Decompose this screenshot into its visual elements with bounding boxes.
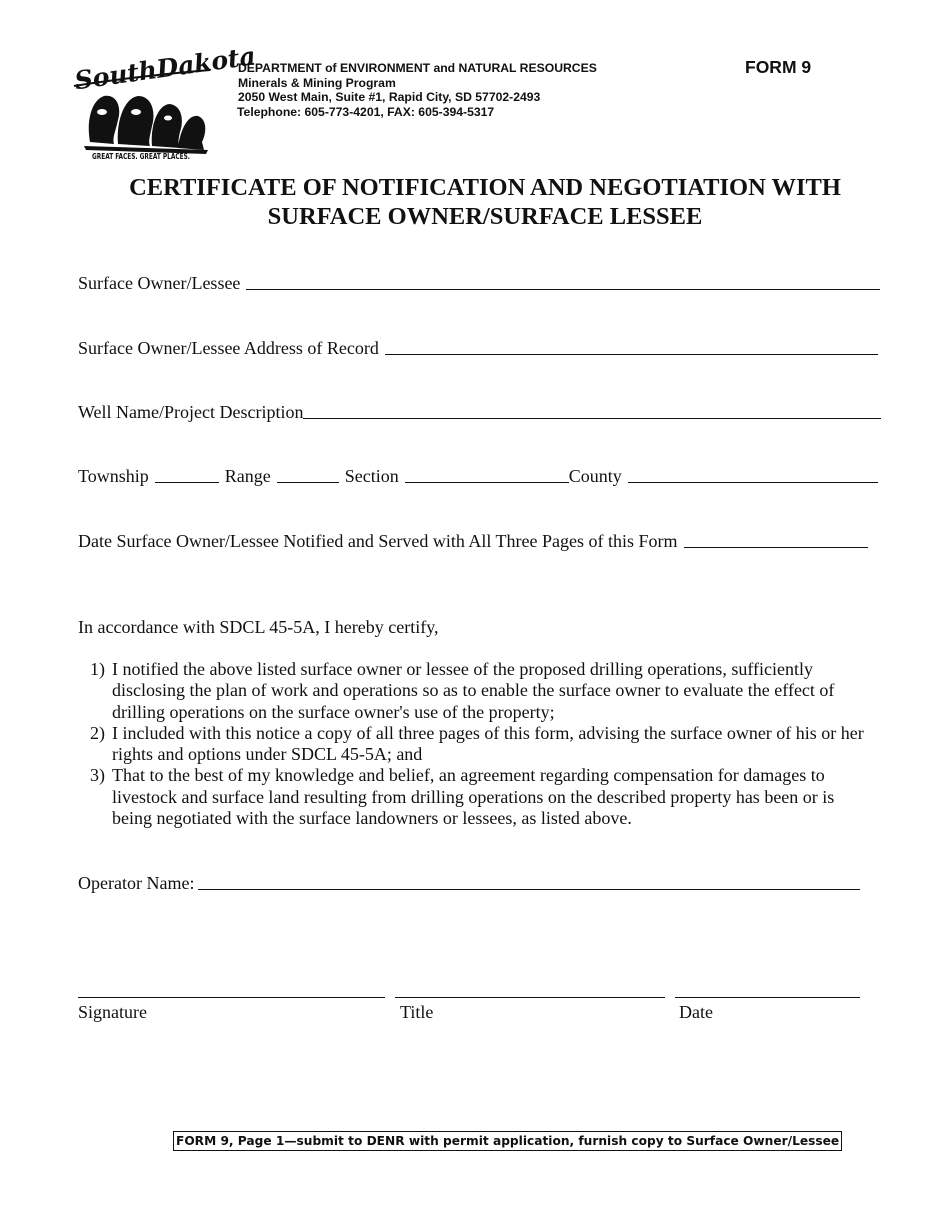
address-field[interactable] [385, 353, 878, 355]
county-label: County [568, 466, 622, 486]
form-title-line-1: CERTIFICATE OF NOTIFICATION AND NEGOTIATION WITH [129, 174, 841, 201]
surface-owner-field[interactable] [246, 288, 880, 290]
well-name-row [78, 401, 881, 423]
form-title-line-2: SURFACE OWNER/SURFACE LESSEE [267, 203, 703, 230]
certification-list [90, 659, 900, 829]
section-field[interactable] [405, 481, 569, 483]
township-field[interactable] [155, 481, 219, 483]
well-name-label: Well Name/Project Description [78, 402, 304, 422]
signature-field[interactable] [78, 997, 385, 998]
svg-text:SouthDakota: SouthDakota [72, 41, 258, 96]
department-name: DEPARTMENT of ENVIRONMENT and NATURAL RESOURCES [238, 61, 597, 75]
operator-row [78, 872, 860, 894]
list-item-line: drilling operations on the surface owner's use of the property; [112, 701, 555, 722]
section-label: Section [344, 466, 399, 486]
list-item-number: 2) [90, 722, 105, 743]
svg-text:GREAT FACES. GREAT PLACES.: GREAT FACES. GREAT PLACES. [92, 151, 191, 161]
operator-label: Operator Name: [78, 873, 195, 893]
form-number: FORM 9 [745, 57, 812, 77]
department-address: 2050 West Main, Suite #1, Rapid City, SD 57702-2493 [238, 90, 541, 104]
location-row [78, 465, 878, 487]
list-item-line: livestock and surface land resulting from drilling operations on the described property has been or is [112, 786, 835, 807]
date-notified-row [78, 530, 868, 552]
list-item-number: 3) [90, 765, 105, 786]
department-telephone: Telephone: 605-773-4201, FAX: 605-394-5317 [237, 104, 495, 119]
list-item-line: disclosing the plan of work and operations so as to enable the surface owner to evaluate the effect of [112, 680, 835, 701]
township-label: Township [78, 466, 149, 486]
program-name: Minerals & Mining Program [238, 75, 396, 90]
list-item-line: being negotiated with the surface landowners or lessees, as listed above. [112, 808, 632, 829]
list-item [90, 659, 900, 723]
south-dakota-logo [72, 41, 258, 161]
list-item-number: 1) [90, 659, 105, 679]
signature-label: Signature [78, 1002, 147, 1022]
date-notified-field[interactable] [684, 546, 868, 548]
form-title [60, 173, 910, 231]
surface-owner-label: Surface Owner/Lessee [78, 273, 241, 293]
list-item-line: rights and options under SDCL 45-5A; and [112, 744, 423, 765]
list-item [90, 723, 900, 766]
list-item [90, 765, 900, 829]
date-notified-label: Date Surface Owner/Lessee Notified and Served with All Three Pages of this Form [78, 531, 678, 551]
range-label: Range [224, 466, 271, 486]
list-item-line: I notified the above listed surface owner or lessee of the proposed drilling operations, sufficiently [112, 659, 813, 679]
page-footer-note: FORM 9, Page 1—submit to DENR with permit application, furnish copy to Surface Owner/Lessee [173, 1131, 842, 1151]
department-header [238, 61, 597, 119]
certification-intro: In accordance with SDCL 45-5A, I hereby certify, [78, 617, 439, 637]
title-field[interactable] [395, 997, 665, 998]
date-field[interactable] [675, 997, 860, 998]
range-field[interactable] [277, 481, 339, 483]
title-label: Title [400, 1002, 434, 1022]
list-item-line: I included with this notice a copy of all three pages of this form, advising the surface owner of his or her [112, 722, 864, 743]
county-field[interactable] [628, 481, 878, 483]
well-name-field[interactable] [303, 417, 881, 419]
address-label: Surface Owner/Lessee Address of Record [78, 338, 379, 358]
address-row [78, 337, 878, 359]
surface-owner-row [78, 272, 880, 294]
operator-field[interactable] [198, 888, 860, 890]
date-label: Date [679, 1002, 713, 1022]
list-item-line: That to the best of my knowledge and belief, an agreement regarding compensation for damages to [112, 765, 825, 786]
